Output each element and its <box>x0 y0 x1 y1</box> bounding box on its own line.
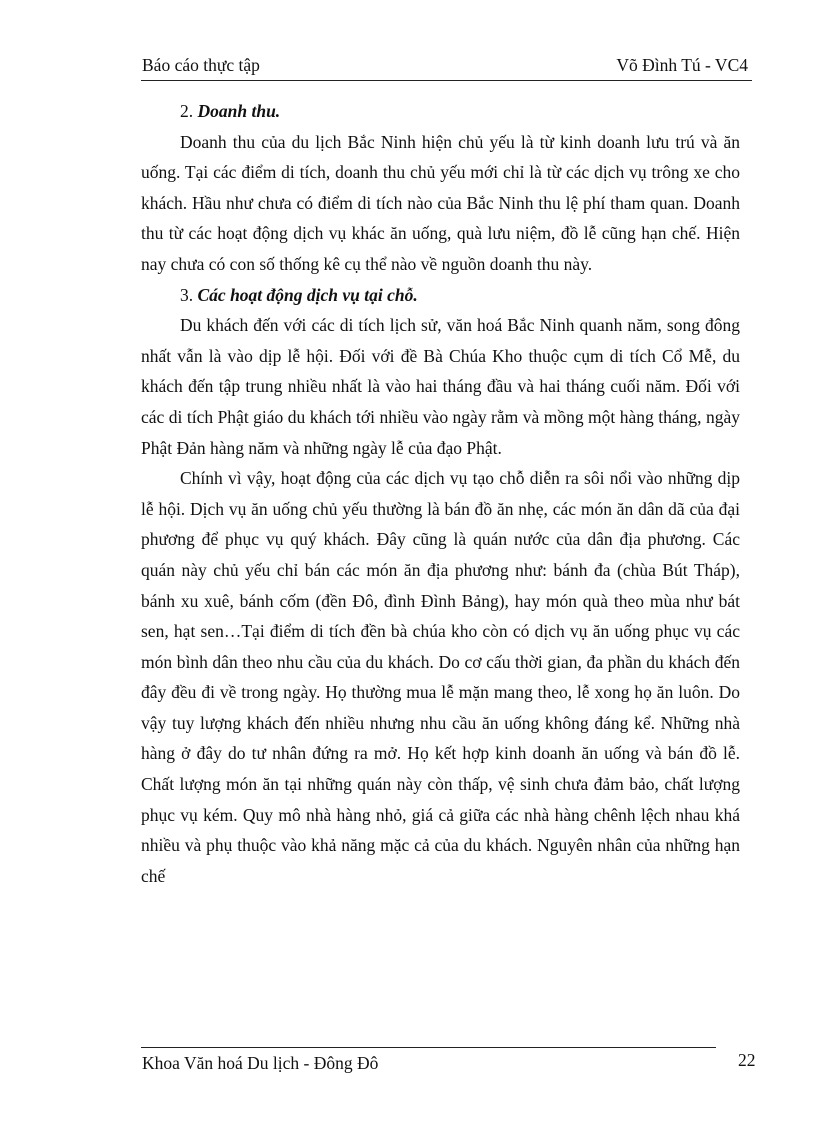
section-number: 2. <box>180 101 194 121</box>
header-report-title: Báo cáo thực tập <box>142 55 260 75</box>
document-body <box>141 96 740 891</box>
page-number: 22 <box>738 1050 756 1070</box>
section-heading-revenue <box>141 96 740 127</box>
page-footer <box>141 1047 716 1073</box>
header-author: Võ Đình Tú - VC4 <box>616 55 748 75</box>
paragraph-visitors: Du khách đến với các di tích lịch sử, văn hoá Bắc Ninh quanh năm, song đông nhất vẫn là vào dịp lễ hội. Đối với đề Bà Chúa Kho thuộc cụm di tích Cổ Mễ, du khách đến tập trung nhiều nhất là vào hai tháng đầu và hai tháng cuối năm. Đối với các di tích Phật giáo du khách tới nhiều vào ngày rằm và mồng một hàng tháng, ngày Phật Đản hàng năm và những ngày lễ của đạo Phật. <box>141 315 740 458</box>
section-title: Các hoạt động dịch vụ tại chỗ. <box>197 284 418 305</box>
section-number: 3. <box>180 284 194 305</box>
paragraph-services: Chính vì vậy, hoạt động của các dịch vụ tạo chỗ diễn ra sôi nổi vào những dịp lễ hội. Dịch vụ ăn uống chủ yếu thường là bán đồ ăn nhẹ, các món ăn dân dã của đại phương để phục vụ quý khách. Đây cũng là quán nước của dân địa phương. Các quán này chủ yếu chỉ bán các món ăn địa phương như: bánh đa (chùa Bút Tháp), bánh xu xuê, bánh cốm (đền Đô, đình Đình Bảng), hay món quà theo mùa như bát sen, hạt sen…Tại điểm di tích đền bà chúa kho còn có dịch vụ ăn uống phục vụ các món bình dân theo nhu cầu của du khách. Do cơ cấu thời gian, đa phần du khách đến đây đều đi về trong ngày. Họ thường mua lễ mặn mang theo, lễ xong họ ăn luôn. Do vậy tuy lượng khách đến nhiều nhưng nhu cầu ăn uống không đáng kể. Những nhà hàng ở đây do tư nhân đứng ra mở. Họ kết hợp kinh doanh ăn uống và bán đồ lễ. Chất lượng món ăn tại những quán này còn thấp, vệ sinh chưa đảm bảo, chất lượng phục vụ kém. Quy mô nhà hàng nhỏ, giá cả giữa các nhà hàng chênh lệch nhau khá nhiều và phụ thuộc vào khả năng mặc cả của du khách. Nguyên nhân của những hạn chế <box>141 468 740 886</box>
section-title: Doanh thu. <box>197 101 281 121</box>
page-header <box>141 52 752 81</box>
section-heading-onsite-services <box>141 280 740 311</box>
paragraph-revenue: Doanh thu của du lịch Bắc Ninh hiện chủ yếu là từ kinh doanh lưu trú và ăn uống. Tại các điểm di tích, doanh thu chủ yếu mới chỉ là từ các dịch vụ trông xe cho khách. Hầu như chưa có điểm di tích nào của Bắc Ninh thu lệ phí tham quan. Doanh thu từ các hoạt động dịch vụ khác ăn uống, quà lưu niệm, đồ lễ cũng hạn chế. Hiện nay chưa có con số thống kê cụ thể nào về nguồn doanh thu này. <box>141 131 740 274</box>
footer-faculty: Khoa Văn hoá Du lịch - Đông Đô <box>142 1053 379 1073</box>
